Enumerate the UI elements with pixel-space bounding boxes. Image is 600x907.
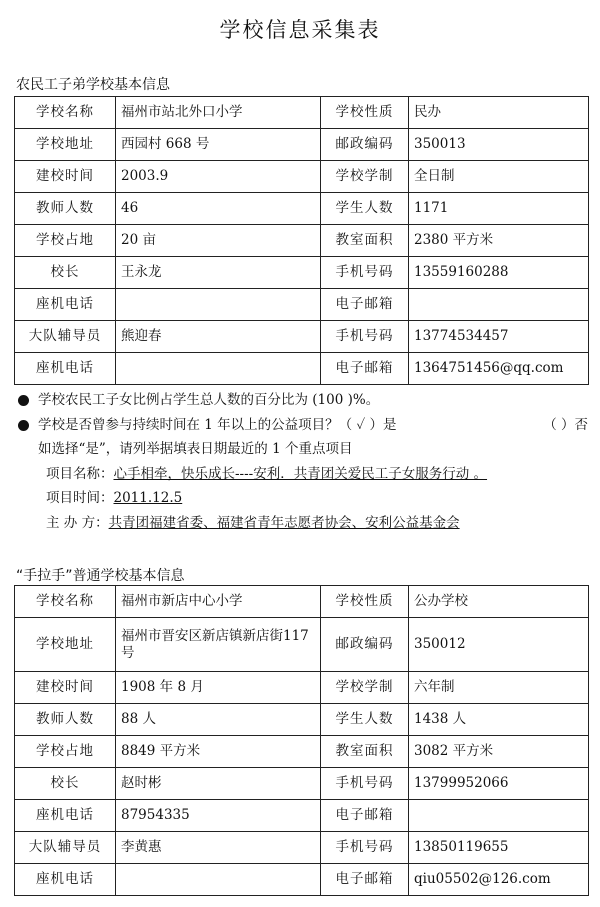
field-value: 全日制 <box>409 161 589 193</box>
field-value <box>409 289 589 321</box>
table-row <box>15 129 589 161</box>
project-time-value: 2011.12.5 <box>113 490 183 506</box>
field-label: 学校学制 <box>321 161 409 193</box>
field-label: 手机号码 <box>321 257 409 289</box>
bullet-icon <box>18 395 29 406</box>
section-title-migrant-school: 农民工子弟学校基本信息 <box>16 77 170 93</box>
table-row <box>15 225 589 257</box>
field-value: 公办学校 <box>409 586 589 618</box>
field-label: 学校地址 <box>15 618 116 672</box>
field-label: 校长 <box>15 257 116 289</box>
note-project-question: 学校是否曾参与持续时间在 1 年以上的公益项目？（ ✓ ）是 <box>38 416 397 433</box>
field-label: 学校地址 <box>15 129 116 161</box>
field-label: 建校时间 <box>15 161 116 193</box>
field-label: 学生人数 <box>321 704 409 736</box>
field-value: 李黄惠 <box>116 832 321 864</box>
field-label: 座机电话 <box>15 864 116 896</box>
table-row <box>15 353 589 385</box>
field-label: 学校性质 <box>321 586 409 618</box>
field-value <box>409 800 589 832</box>
field-value <box>116 864 321 896</box>
field-label: 教室面积 <box>321 225 409 257</box>
note-ratio <box>16 388 588 413</box>
field-value: 46 <box>116 193 321 225</box>
field-label: 大队辅导员 <box>15 832 116 864</box>
field-value <box>116 353 321 385</box>
table-row <box>15 672 589 704</box>
table-row <box>15 736 589 768</box>
field-label: 座机电话 <box>15 353 116 385</box>
field-value: 13850119655 <box>409 832 589 864</box>
project-time-label: 项目时间： <box>46 490 114 506</box>
field-label: 邮政编码 <box>321 129 409 161</box>
organizer-value: 共青团福建省委、福建省青年志愿者协会、安利公益基金会 <box>108 514 460 531</box>
field-label: 建校时间 <box>15 672 116 704</box>
table-row <box>15 161 589 193</box>
field-label: 大队辅导员 <box>15 321 116 353</box>
field-value: 13799952066 <box>409 768 589 800</box>
field-value: 1171 <box>409 193 589 225</box>
field-label: 学校学制 <box>321 672 409 704</box>
note-project-no-option: （ ）否 <box>543 416 588 433</box>
table-row <box>15 586 589 618</box>
table-row <box>15 618 589 672</box>
field-label: 学校性质 <box>321 97 409 129</box>
field-value: 13559160288 <box>409 257 589 289</box>
table-row <box>15 704 589 736</box>
section-title-partner-school: “手拉手”普通学校基本信息 <box>16 568 185 584</box>
note-public-project <box>16 413 588 438</box>
field-label: 学校占地 <box>15 736 116 768</box>
field-value: 1438 人 <box>409 704 589 736</box>
field-label: 教师人数 <box>15 193 116 225</box>
field-value: 赵时彬 <box>116 768 321 800</box>
field-label: 学校名称 <box>15 586 116 618</box>
table-row <box>15 193 589 225</box>
organizer-line <box>16 511 588 536</box>
field-value: 民办 <box>409 97 589 129</box>
field-value: 福州市晋安区新店镇新店街117号 <box>116 618 321 672</box>
organizer-label: 主 办 方： <box>46 514 109 531</box>
table-row <box>15 321 589 353</box>
project-name-label: 项目名称： <box>46 465 114 482</box>
field-value: 西园村 668 号 <box>116 129 321 161</box>
table-row <box>15 257 589 289</box>
project-name-value: 心手相牵，快乐成长----安利．共青团关爱民工子女服务行动 。 <box>113 465 488 482</box>
field-value: 王永龙 <box>116 257 321 289</box>
table-row <box>15 832 589 864</box>
field-label: 教室面积 <box>321 736 409 768</box>
field-value: qiu05502@126.com <box>409 864 589 896</box>
field-value: 88 人 <box>116 704 321 736</box>
field-value: 六年制 <box>409 672 589 704</box>
field-value: 2380 平方米 <box>409 225 589 257</box>
field-label: 学生人数 <box>321 193 409 225</box>
field-value: 1364751456@qq.com <box>409 353 589 385</box>
field-label: 座机电话 <box>15 289 116 321</box>
field-value: 熊迎春 <box>116 321 321 353</box>
field-value: 2003.9 <box>116 161 321 193</box>
field-label: 邮政编码 <box>321 618 409 672</box>
field-label: 电子邮箱 <box>321 353 409 385</box>
project-time-line <box>16 486 588 511</box>
field-label: 座机电话 <box>15 800 116 832</box>
migrant-school-info-table <box>14 96 589 385</box>
field-label: 电子邮箱 <box>321 800 409 832</box>
project-name-line <box>16 462 588 487</box>
note-ratio-text: 学校农民工子女比例占学生总人数的百分比为 (100 )%。 <box>38 392 380 408</box>
field-value: 福州市新店中心小学 <box>116 586 321 618</box>
table-row <box>15 289 589 321</box>
field-label: 电子邮箱 <box>321 289 409 321</box>
field-label: 校长 <box>15 768 116 800</box>
field-value: 1908 年 8 月 <box>116 672 321 704</box>
field-label: 手机号码 <box>321 321 409 353</box>
field-label: 教师人数 <box>15 704 116 736</box>
table-row <box>15 768 589 800</box>
field-value: 350012 <box>409 618 589 672</box>
field-value: 350013 <box>409 129 589 161</box>
table-row <box>15 800 589 832</box>
note-project-instruction: 如选择“是”，请列举据填表日期最近的 1 个重点项目 <box>38 441 353 457</box>
partner-school-info-table <box>14 585 589 896</box>
bullet-icon <box>18 420 29 431</box>
field-label: 学校名称 <box>15 97 116 129</box>
field-label: 电子邮箱 <box>321 864 409 896</box>
field-value: 福州市站北外口小学 <box>116 97 321 129</box>
field-label: 手机号码 <box>321 768 409 800</box>
field-value: 3082 平方米 <box>409 736 589 768</box>
page-title: 学校信息采集表 <box>219 18 381 42</box>
field-value <box>116 289 321 321</box>
field-value: 20 亩 <box>116 225 321 257</box>
field-value: 8849 平方米 <box>116 736 321 768</box>
field-label: 手机号码 <box>321 832 409 864</box>
table-row <box>15 864 589 896</box>
table-row <box>15 97 589 129</box>
field-value: 13774534457 <box>409 321 589 353</box>
notes-block <box>16 388 588 535</box>
field-value: 87954335 <box>116 800 321 832</box>
field-label: 学校占地 <box>15 225 116 257</box>
